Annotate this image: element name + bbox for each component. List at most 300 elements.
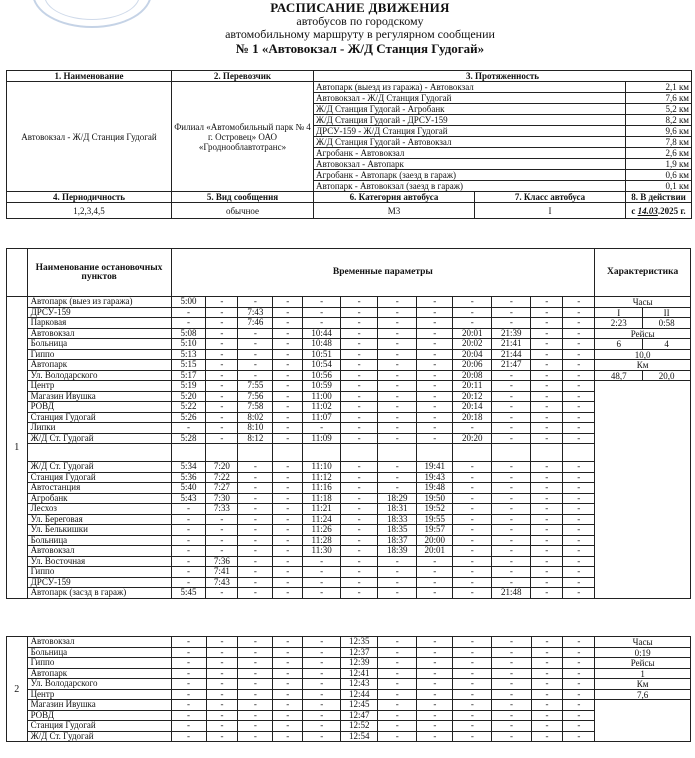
trips-label: Рейсы	[595, 329, 690, 340]
time-cell: 12:44	[341, 689, 378, 700]
time-cell: -	[206, 297, 238, 308]
trip-number: 1	[7, 297, 28, 599]
time-cell: -	[341, 493, 378, 504]
segment-km: 0,1 км	[626, 181, 692, 192]
time-cell: -	[238, 668, 273, 679]
time-cell: -	[238, 700, 273, 711]
time-cell: -	[417, 328, 453, 339]
time-cell: -	[417, 700, 453, 711]
time-cell: 10:56	[303, 370, 341, 381]
stop-name: Больница	[27, 647, 171, 658]
time-cell: -	[273, 462, 303, 473]
time-cell: -	[531, 525, 563, 536]
time-cell: -	[378, 328, 417, 339]
time-cell: -	[492, 423, 531, 434]
time-cell: -	[171, 637, 206, 648]
stop-name: Центр	[27, 689, 171, 700]
time-cell	[303, 444, 341, 462]
time-cell: -	[492, 577, 531, 588]
time-cell: -	[492, 483, 531, 494]
time-cell: -	[378, 731, 417, 742]
info-header-row-2	[7, 192, 692, 203]
time-cell: -	[273, 493, 303, 504]
time-cell: -	[273, 556, 303, 567]
segment-km: 2,6 км	[626, 148, 692, 159]
characteristic-trip-2	[595, 637, 691, 742]
time-cell: -	[453, 535, 492, 546]
time-cell: -	[563, 462, 595, 473]
time-cell: 5:19	[171, 381, 206, 392]
time-cell: -	[378, 360, 417, 371]
stop-name: Ул. Восточная	[27, 556, 171, 567]
segment-row	[7, 82, 692, 93]
time-cell: -	[341, 391, 378, 402]
time-cell: 7:43	[238, 307, 273, 318]
time-cell: -	[171, 546, 206, 557]
time-cell: -	[492, 504, 531, 515]
time-cell: -	[531, 647, 563, 658]
time-cell: -	[238, 483, 273, 494]
time-cell: -	[303, 689, 341, 700]
time-cell: -	[171, 658, 206, 669]
time-cell: -	[378, 423, 417, 434]
time-cell: -	[273, 391, 303, 402]
time-cell: -	[492, 637, 531, 648]
time-cell: -	[563, 493, 595, 504]
time-cell: -	[238, 710, 273, 721]
time-cell: -	[238, 504, 273, 515]
time-cell: -	[492, 297, 531, 308]
time-cell: 11:26	[303, 525, 341, 536]
table-row	[7, 328, 691, 339]
time-cell: -	[341, 412, 378, 423]
time-cell: -	[273, 423, 303, 434]
time-cell: -	[531, 328, 563, 339]
time-cell: -	[171, 679, 206, 690]
table-row	[7, 318, 691, 329]
time-cell: -	[417, 637, 453, 648]
segment-label: Агробанк - Автовокзал	[314, 148, 626, 159]
time-cell: 18:31	[378, 504, 417, 515]
time-cell: -	[563, 433, 595, 444]
time-cell: -	[273, 525, 303, 536]
time-cell: -	[206, 700, 238, 711]
time-cell: -	[238, 546, 273, 557]
time-cell: 19:41	[417, 462, 453, 473]
time-cell	[238, 444, 273, 462]
time-cell: -	[303, 307, 341, 318]
time-cell: 18:33	[378, 514, 417, 525]
table-row	[7, 525, 691, 536]
time-cell: -	[563, 689, 595, 700]
time-cell: -	[273, 679, 303, 690]
time-cell	[531, 444, 563, 462]
time-cell: -	[238, 556, 273, 567]
time-cell: -	[453, 637, 492, 648]
time-cell: -	[341, 360, 378, 371]
time-cell: -	[453, 514, 492, 525]
time-cell: -	[206, 360, 238, 371]
time-cell: -	[273, 370, 303, 381]
time-cell: 11:18	[303, 493, 341, 504]
time-cell: -	[531, 535, 563, 546]
time-cell: -	[206, 731, 238, 742]
km-label: Км	[595, 679, 690, 690]
time-cell: 8:10	[238, 423, 273, 434]
time-cell	[492, 444, 531, 462]
time-cell: -	[303, 731, 341, 742]
time-cell: 5:08	[171, 328, 206, 339]
time-cell: -	[206, 710, 238, 721]
time-cell: -	[206, 433, 238, 444]
time-cell: 10:51	[303, 349, 341, 360]
stop-name: Гиппо	[27, 567, 171, 578]
time-cell: -	[273, 402, 303, 413]
time-cell: -	[453, 647, 492, 658]
stop-name: Парковая	[27, 318, 171, 329]
time-cell: -	[303, 710, 341, 721]
time-cell: -	[206, 391, 238, 402]
time-cell: -	[341, 307, 378, 318]
time-cell: -	[492, 462, 531, 473]
time-cell: -	[378, 472, 417, 483]
time-cell: -	[378, 577, 417, 588]
time-cell: -	[378, 721, 417, 732]
time-cell: 7:36	[206, 556, 238, 567]
time-cell: -	[563, 370, 595, 381]
time-cell: -	[273, 349, 303, 360]
time-cell: -	[563, 349, 595, 360]
stop-name: Автовокзал	[27, 328, 171, 339]
time-cell: -	[206, 514, 238, 525]
table-row	[7, 391, 691, 402]
time-cell: -	[378, 381, 417, 392]
time-cell: -	[303, 556, 341, 567]
table-row	[7, 556, 691, 567]
table-row	[7, 483, 691, 494]
time-cell: -	[273, 658, 303, 669]
time-cell: -	[453, 483, 492, 494]
time-cell: -	[206, 423, 238, 434]
time-cell: -	[206, 381, 238, 392]
time-cell: -	[531, 423, 563, 434]
time-cell: 5:10	[171, 339, 206, 350]
characteristic-box	[595, 637, 690, 700]
time-cell: 20:01	[453, 328, 492, 339]
time-cell: 19:50	[417, 493, 453, 504]
time-cell: -	[531, 483, 563, 494]
time-cell: -	[453, 493, 492, 504]
time-cell: -	[531, 710, 563, 721]
time-cell: 12:45	[341, 700, 378, 711]
time-cell: -	[531, 577, 563, 588]
time-cell: -	[206, 402, 238, 413]
time-cell: -	[341, 462, 378, 473]
time-cell: -	[417, 721, 453, 732]
time-cell: 20:18	[453, 412, 492, 423]
time-cell: -	[206, 412, 238, 423]
time-cell: -	[563, 360, 595, 371]
time-cell: -	[341, 349, 378, 360]
time-cell: 19:57	[417, 525, 453, 536]
time-cell: -	[563, 679, 595, 690]
time-cell: -	[563, 647, 595, 658]
time-cell: -	[417, 339, 453, 350]
time-cell: -	[531, 493, 563, 504]
time-cell: -	[531, 307, 563, 318]
time-cell: -	[206, 689, 238, 700]
time-cell: -	[492, 658, 531, 669]
table-row	[7, 423, 691, 434]
time-cell: -	[273, 472, 303, 483]
stop-name: ДРСУ-159	[27, 307, 171, 318]
time-cell: -	[378, 307, 417, 318]
time-cell: -	[563, 381, 595, 392]
time-cell: -	[563, 307, 595, 318]
time-cell: -	[206, 349, 238, 360]
stop-name: Гиппо	[27, 658, 171, 669]
time-cell: -	[453, 567, 492, 578]
time-cell: -	[273, 381, 303, 392]
time-cell: -	[171, 700, 206, 711]
time-cell: -	[238, 689, 273, 700]
valid-date: 14.03	[637, 205, 658, 216]
table-row	[7, 668, 691, 679]
time-cell: -	[238, 658, 273, 669]
route-title: № 1 «Автовокзал - Ж/Д Станция Гудогай»	[235, 41, 485, 56]
time-cell: -	[563, 525, 595, 536]
time-cell: -	[531, 588, 563, 599]
document-header	[160, 0, 560, 56]
stop-name: Автовокзал	[27, 637, 171, 648]
time-cell: -	[417, 318, 453, 329]
time-cell: -	[492, 647, 531, 658]
stop-name: Липки	[27, 423, 171, 434]
shift-columns	[595, 308, 690, 319]
segment-label: Ж/Д Станция Гудогай - ДРСУ-159	[314, 115, 626, 126]
time-cell: 21:39	[492, 328, 531, 339]
segment-km: 9,6 км	[626, 126, 692, 137]
time-cell: -	[563, 514, 595, 525]
time-cell: -	[563, 483, 595, 494]
time-cell: -	[341, 297, 378, 308]
time-cell: -	[303, 637, 341, 648]
time-cell: -	[417, 412, 453, 423]
time-cell: -	[492, 679, 531, 690]
header-valid: 8. В действии	[626, 192, 692, 203]
time-cell: -	[303, 318, 341, 329]
time-cell: 5:28	[171, 433, 206, 444]
time-cell: 12:41	[341, 668, 378, 679]
time-cell: -	[417, 402, 453, 413]
time-cell: 7:22	[206, 472, 238, 483]
time-cell: -	[492, 556, 531, 567]
stop-name: Ж/Д Ст. Гудогай	[27, 433, 171, 444]
time-cell: -	[492, 412, 531, 423]
time-cell: -	[417, 297, 453, 308]
stop-name	[27, 444, 171, 462]
time-cell: -	[417, 588, 453, 599]
time-cell: -	[417, 360, 453, 371]
time-cell: 5:13	[171, 349, 206, 360]
time-cell: 7:20	[206, 462, 238, 473]
table-row	[7, 588, 691, 599]
time-cell: -	[273, 647, 303, 658]
time-cell: -	[417, 689, 453, 700]
time-cell: -	[378, 318, 417, 329]
time-cell: -	[492, 472, 531, 483]
stop-name: Агробанк	[27, 493, 171, 504]
header-trip-num	[7, 249, 28, 297]
time-cell: -	[171, 514, 206, 525]
time-cell: -	[273, 412, 303, 423]
time-cell: 5:43	[171, 493, 206, 504]
table-row	[7, 307, 691, 318]
characteristic-box	[595, 297, 690, 381]
time-cell: 5:36	[171, 472, 206, 483]
time-cell: -	[531, 349, 563, 360]
time-cell: -	[273, 577, 303, 588]
time-cell: -	[531, 472, 563, 483]
km-1: 48,7	[610, 370, 627, 381]
time-cell: -	[206, 658, 238, 669]
time-cell: -	[453, 689, 492, 700]
shift-1: I	[617, 307, 621, 318]
stop-name: Больница	[27, 339, 171, 350]
time-cell: -	[171, 647, 206, 658]
time-cell: 10:48	[303, 339, 341, 350]
characteristic-trip-1	[595, 297, 691, 599]
time-cell: 18:37	[378, 535, 417, 546]
time-cell: -	[171, 731, 206, 742]
time-cell: 5:45	[171, 588, 206, 599]
time-cell: -	[238, 721, 273, 732]
time-cell: -	[417, 349, 453, 360]
time-cell: -	[303, 297, 341, 308]
time-cell: -	[453, 588, 492, 599]
time-cell: -	[171, 423, 206, 434]
time-cell: -	[303, 647, 341, 658]
header-class: 7. Класс автобуса	[475, 192, 626, 203]
header-carrier: 2. Перевозчик	[172, 71, 314, 82]
class-value: I	[475, 203, 626, 219]
time-cell: -	[563, 472, 595, 483]
table-row	[7, 535, 691, 546]
time-cell: 20:12	[453, 391, 492, 402]
time-cell: -	[378, 679, 417, 690]
time-cell: -	[563, 710, 595, 721]
table-row	[7, 700, 691, 711]
time-cell: -	[303, 679, 341, 690]
time-cell: 7:58	[238, 402, 273, 413]
time-cell: -	[453, 546, 492, 557]
time-cell: 7:41	[206, 567, 238, 578]
time-cell: -	[453, 472, 492, 483]
time-cell: -	[206, 307, 238, 318]
time-cell: -	[492, 721, 531, 732]
subtitle-line-1: автобусов по городскому	[296, 14, 424, 28]
time-cell: 11:07	[303, 412, 341, 423]
document-title: РАСПИСАНИЕ ДВИЖЕНИЯ	[270, 0, 450, 15]
time-cell: -	[206, 318, 238, 329]
time-cell: 5:15	[171, 360, 206, 371]
time-cell: -	[417, 307, 453, 318]
time-cell: -	[453, 679, 492, 690]
time-cell: -	[531, 679, 563, 690]
time-cell	[341, 444, 378, 462]
time-cell: -	[238, 349, 273, 360]
stop-name: Ул. Володарского	[27, 370, 171, 381]
stop-name: Станция Гудогай	[27, 721, 171, 732]
time-cell: -	[303, 658, 341, 669]
time-cell: 5:26	[171, 412, 206, 423]
time-cell: -	[341, 381, 378, 392]
subtitle-line-2: автомобильному маршруту в регулярном сообщении	[225, 27, 495, 41]
route-name: Автовокзал - Ж/Д Станция Гудогай	[7, 82, 172, 192]
time-cell: -	[492, 567, 531, 578]
time-cell: -	[273, 307, 303, 318]
stop-name: Магазин Ивушка	[27, 700, 171, 711]
time-cell: -	[492, 668, 531, 679]
time-cell: 21:47	[492, 360, 531, 371]
time-cell: -	[531, 658, 563, 669]
time-cell: -	[238, 297, 273, 308]
time-cell: 12:37	[341, 647, 378, 658]
segment-km: 7,8 км	[626, 137, 692, 148]
time-cell	[563, 444, 595, 462]
time-cell: -	[273, 483, 303, 494]
time-cell: -	[378, 412, 417, 423]
hours-value: 0:19	[595, 648, 690, 659]
time-cell: -	[171, 504, 206, 515]
table-row	[7, 297, 691, 308]
time-cell: 7:56	[238, 391, 273, 402]
time-cell: -	[531, 504, 563, 515]
time-cell: -	[378, 349, 417, 360]
stop-name: Больница	[27, 535, 171, 546]
time-cell: -	[341, 339, 378, 350]
time-cell	[378, 444, 417, 462]
time-cell: -	[341, 370, 378, 381]
table-row	[7, 444, 691, 462]
time-cell: 5:34	[171, 462, 206, 473]
time-cell: -	[563, 567, 595, 578]
table-row	[7, 433, 691, 444]
time-cell: 19:48	[417, 483, 453, 494]
time-cell: -	[453, 658, 492, 669]
time-cell: -	[453, 668, 492, 679]
time-cell: -	[171, 525, 206, 536]
header-kind: 5. Вид сообщения	[172, 192, 314, 203]
trips-value: 1	[595, 669, 690, 680]
time-cell: -	[453, 307, 492, 318]
time-cell: -	[417, 577, 453, 588]
segment-km: 8,2 км	[626, 115, 692, 126]
time-cell: -	[417, 647, 453, 658]
time-cell: -	[453, 710, 492, 721]
time-cell: 5:22	[171, 402, 206, 413]
stop-name: Ул. Береговая	[27, 514, 171, 525]
trips-2: 4	[642, 339, 690, 349]
time-cell: 20:02	[453, 339, 492, 350]
time-cell: -	[341, 504, 378, 515]
time-cell: -	[273, 567, 303, 578]
stop-name: Автопарк	[27, 360, 171, 371]
time-cell: 7:27	[206, 483, 238, 494]
segment-km: 7,6 км	[626, 93, 692, 104]
time-cell: -	[171, 535, 206, 546]
table-row	[7, 381, 691, 392]
